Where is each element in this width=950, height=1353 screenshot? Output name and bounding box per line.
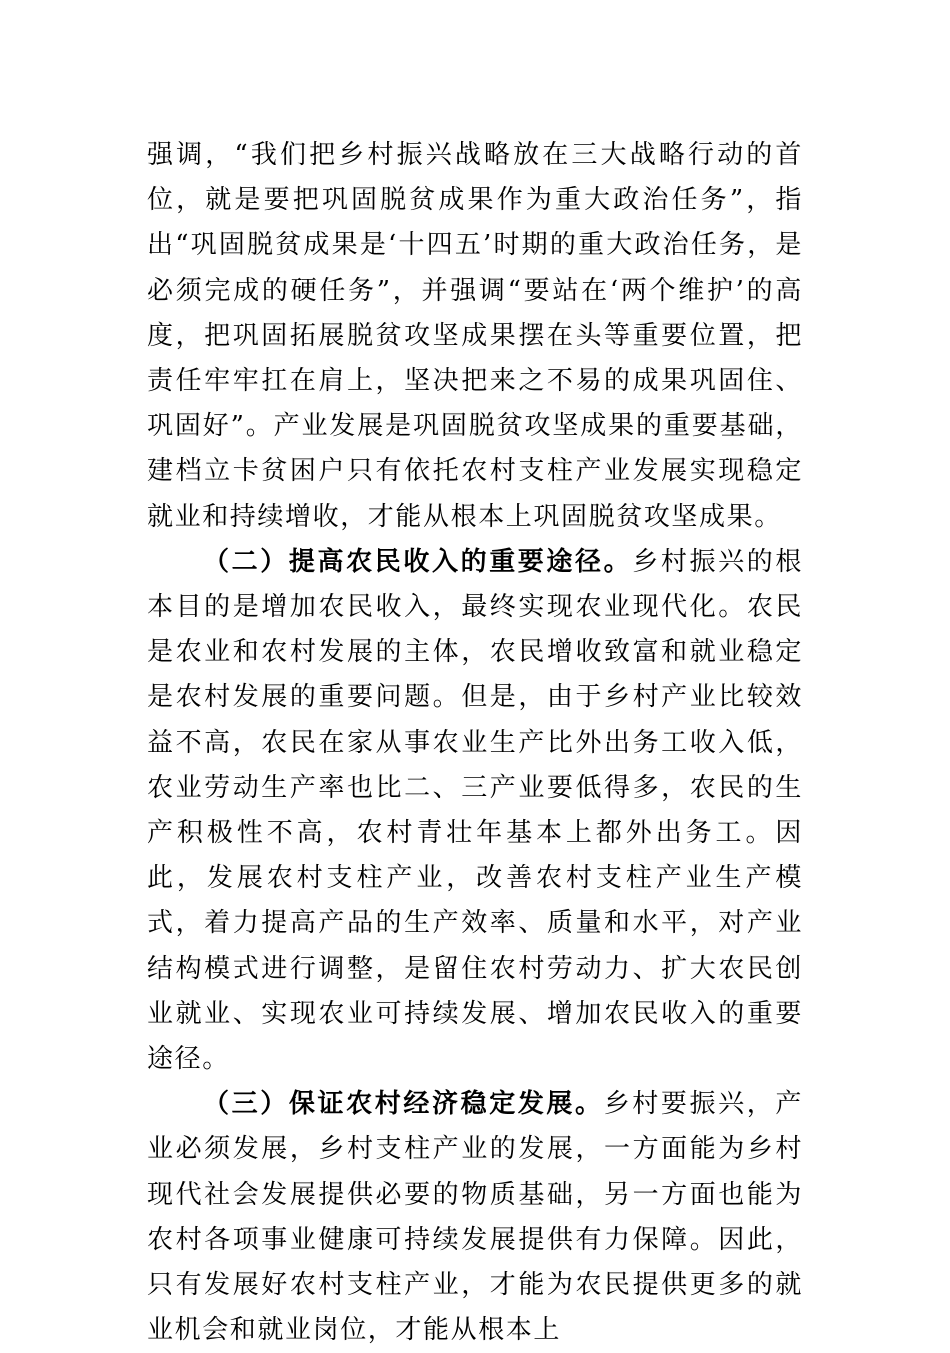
- paragraph-section-2: [147, 540, 803, 1082]
- paragraph-text: 乡村振兴的根本目的是增加农民收入，最终实现农业现代化。农民是农业和农村发展的主体，农民增收致富和就业稳定是农村发展的重要问题。但是，由于乡村产业比较效益不高，农民在家从事农业生产比外出务工收入低，农业劳动生产率也比二、三产业要低得多，农民的生产积极性不高，农村青壮年基本上都外出务工。因此，发展农村支柱产业，改善农村支柱产业生产模式，着力提高产品的生产效率、质量和水平，对产业结构模式进行调整，是留住农村劳动力、扩大农民创业就业、实现农业可持续发展、增加农民收入的重要途径。: [147, 546, 803, 1075]
- section-heading: （二）提高农民收入的重要途径。: [203, 546, 633, 577]
- paragraph-continuation: [147, 133, 803, 540]
- paragraph-text: 强调，“我们把乡村振兴战略放在三大战略行动的首位，就是要把巩固脱贫成果作为重大政治任务”，指出“巩固脱贫成果是‘十四五’时期的重大政治任务，是必须完成的硬任务”，并强调“要站在‘两个维护’的高度，把巩固拓展脱贫攻坚成果摆在头等重要位置，把责任牢牢扛在肩上，坚决把来之不易的成果巩固住、巩固好”。产业发展是巩固脱贫攻坚成果的重要基础，建档立卡贫困户只有依托农村支柱产业发展实现稳定就业和持续增收，才能从根本上巩固脱贫攻坚成果。: [147, 140, 803, 532]
- body-text: [147, 133, 803, 1353]
- paragraph-section-3: [147, 1082, 803, 1353]
- paragraph-text: 乡村要振兴，产业必须发展，乡村支柱产业的发展，一方面能为乡村现代社会发展提供必要的物质基础，另一方面也能为农村各项事业健康可持续发展提供有力保障。因此，只有发展好农村支柱产业，才能为农民提供更多的就业机会和就业岗位，才能从根本上: [147, 1089, 804, 1346]
- section-heading: （三）保证农村经济稳定发展。: [203, 1089, 604, 1120]
